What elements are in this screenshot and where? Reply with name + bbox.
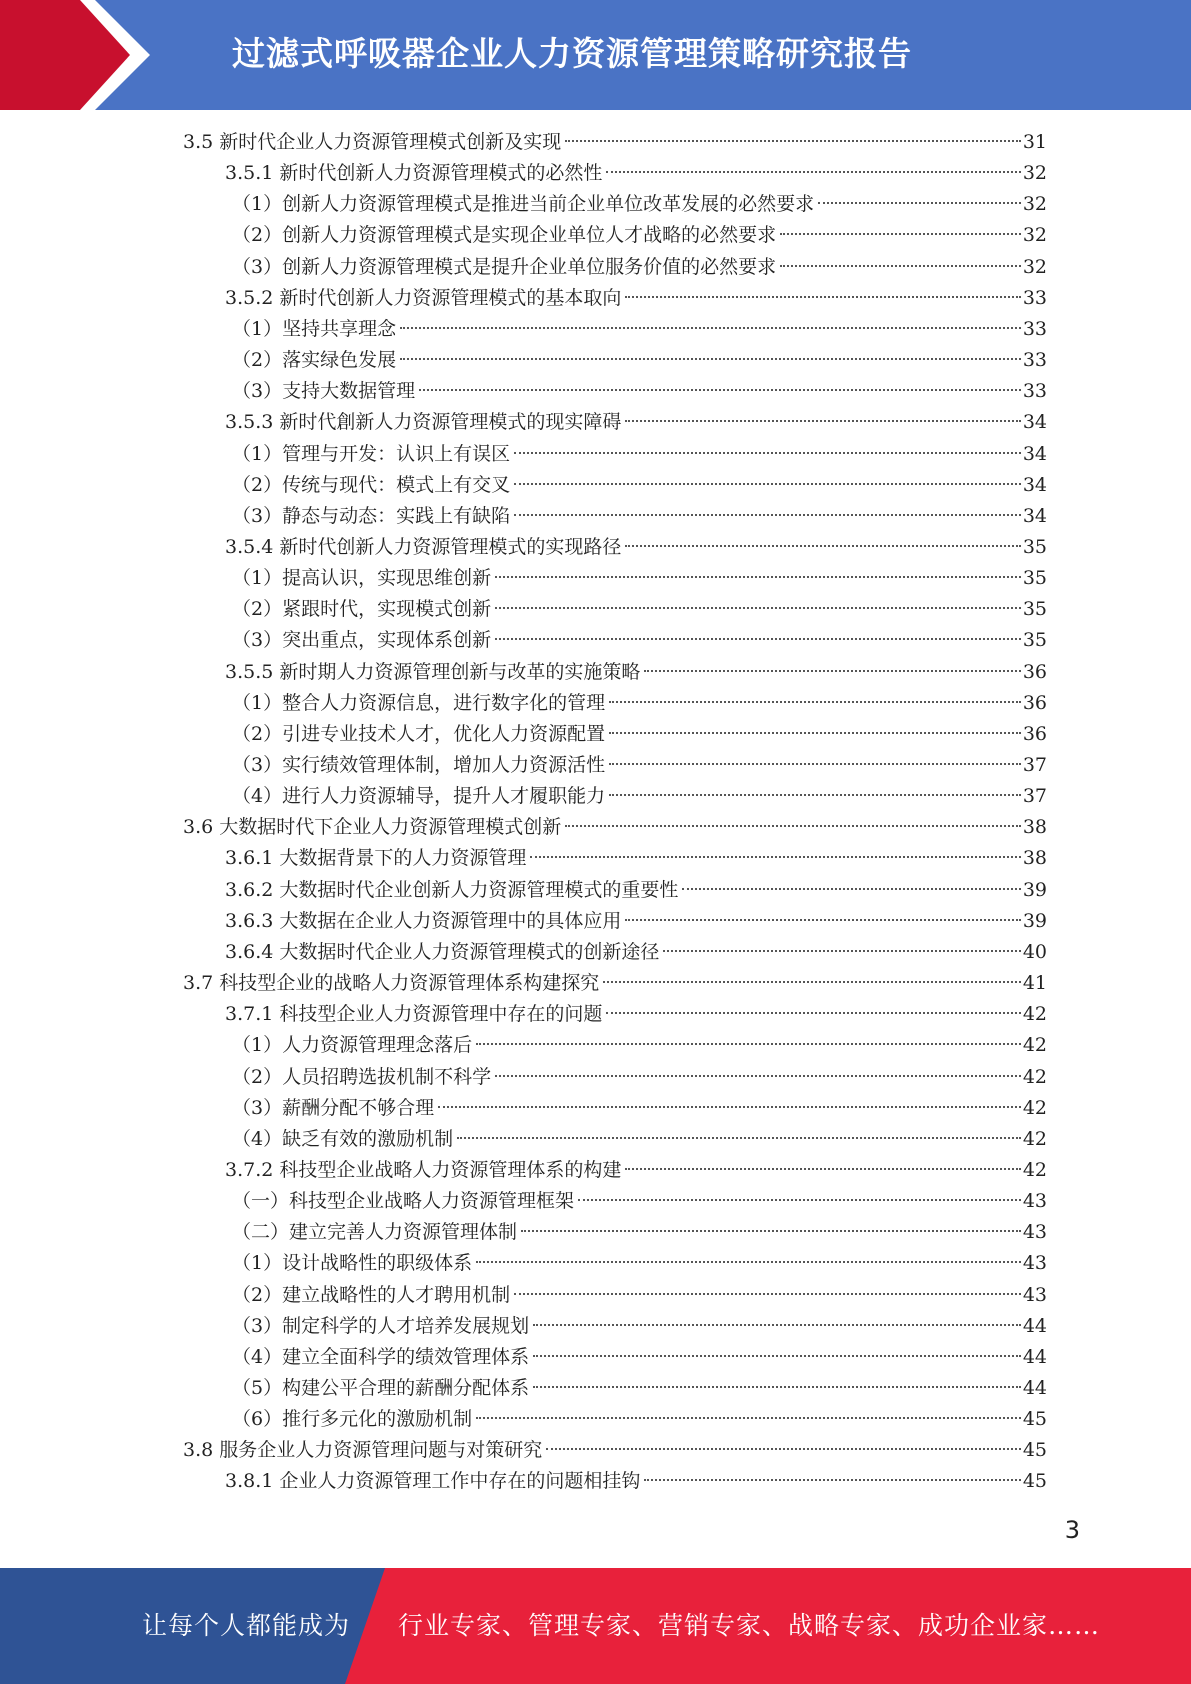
toc-entry[interactable]	[183, 127, 1047, 158]
toc-entry[interactable]	[225, 657, 1047, 688]
toc-entry-label: （4）缺乏有效的激励机制	[232, 1128, 454, 1150]
toc-entry-page: 35	[1022, 536, 1047, 558]
toc-dot-leader	[606, 170, 1020, 173]
toc-dot-leader	[603, 980, 1021, 983]
toc-entry-page: 45	[1022, 1439, 1047, 1461]
toc-entry-label: （4）进行人力资源辅导，提升人才履职能力	[232, 785, 606, 807]
toc-entry-page: 34	[1022, 411, 1047, 433]
toc-entry-label: （二）建立完善人力资源管理体制	[232, 1221, 518, 1243]
toc-entry-page: 34	[1022, 474, 1047, 496]
toc-entry-label: （5）构建公平合理的薪酬分配体系	[232, 1377, 530, 1399]
toc-entry-label: 3.7.2 科技型企业战略人力资源管理体系的构建	[225, 1159, 622, 1181]
toc-dot-leader	[780, 264, 1021, 267]
toc-dot-leader	[625, 295, 1020, 298]
toc-entry[interactable]	[232, 314, 1047, 345]
toc-entry[interactable]	[232, 1373, 1047, 1404]
toc-entry-label: 3.5.1 新时代创新人力资源管理模式的必然性	[225, 162, 603, 184]
toc-dot-leader	[476, 1042, 1021, 1045]
toc-entry-label: 3.6 大数据时代下企业人力资源管理模式创新	[183, 816, 562, 838]
toc-entry-page: 44	[1022, 1346, 1047, 1368]
toc-entry[interactable]	[232, 220, 1047, 251]
toc-entry[interactable]	[232, 1342, 1047, 1373]
toc-dot-leader	[400, 357, 1021, 360]
toc-dot-leader	[400, 326, 1021, 329]
toc-entry-label: 3.7 科技型企业的战略人力资源管理体系构建探究	[183, 972, 600, 994]
toc-entry-page: 42	[1022, 1097, 1047, 1119]
toc-entry[interactable]	[232, 345, 1047, 376]
report-title: 过滤式呼吸器企业人力资源管理策略研究报告	[232, 34, 912, 73]
toc-entry-page: 31	[1022, 131, 1047, 153]
toc-dot-leader	[514, 451, 1021, 454]
toc-entry-label: （2）建立战略性的人才聘用机制	[232, 1284, 511, 1306]
toc-dot-leader	[514, 513, 1021, 516]
toc-entry-page: 43	[1022, 1284, 1047, 1306]
toc-entry-label: 3.6.4 大数据时代企业人力资源管理模式的创新途径	[225, 941, 660, 963]
toc-entry-page: 33	[1022, 349, 1047, 371]
toc-dot-leader	[625, 419, 1020, 422]
toc-dot-leader	[495, 637, 1021, 640]
header-arrow-decoration	[0, 0, 160, 110]
toc-entry[interactable]	[232, 1093, 1047, 1124]
toc-entry[interactable]	[232, 1186, 1047, 1217]
toc-entry-page: 32	[1022, 256, 1047, 278]
toc-entry[interactable]	[232, 1217, 1047, 1248]
footer-banner	[0, 1568, 1191, 1684]
toc-dot-leader	[438, 1105, 1021, 1108]
toc-entry[interactable]	[232, 470, 1047, 501]
toc-entry-label: 3.5.3 新时代創新人力资源管理模式的现实障碍	[225, 411, 622, 433]
toc-entry-page: 37	[1022, 754, 1047, 776]
toc-entry[interactable]	[232, 750, 1047, 781]
toc-entry-label: 3.6.2 大数据时代企业创新人力资源管理模式的重要性	[225, 879, 679, 901]
toc-entry-label: （3）支持大数据管理	[232, 380, 416, 402]
toc-dot-leader	[476, 1416, 1021, 1419]
toc-entry-page: 36	[1022, 661, 1047, 683]
toc-dot-leader	[565, 824, 1021, 827]
toc-entry-page: 36	[1022, 723, 1047, 745]
toc-dot-leader	[609, 700, 1021, 703]
toc-entry[interactable]	[232, 688, 1047, 719]
toc-entry-label: （2）创新人力资源管理模式是实现企业单位人才战略的必然要求	[232, 224, 777, 246]
footer-slogan-right: 行业专家、管理专家、营销专家、战略专家、成功企业家……	[398, 1611, 1101, 1640]
toc-dot-leader	[521, 1229, 1021, 1232]
toc-entry-label: （1）设计战略性的职级体系	[232, 1252, 473, 1274]
toc-entry[interactable]	[232, 501, 1047, 532]
toc-dot-leader	[546, 1447, 1021, 1450]
toc-entry-label: 3.5.5 新时期人力资源管理创新与改革的实施策略	[225, 661, 641, 683]
toc-dot-leader	[457, 1136, 1021, 1139]
toc-entry[interactable]	[232, 376, 1047, 407]
toc-entry-label: 3.8 服务企业人力资源管理问题与对策研究	[183, 1439, 543, 1461]
toc-entry-page: 43	[1022, 1221, 1047, 1243]
toc-entry-label: （2）传统与现代：模式上有交叉	[232, 474, 511, 496]
toc-entry-label: （一）科技型企业战略人力资源管理框架	[232, 1190, 575, 1212]
toc-entry[interactable]	[183, 812, 1047, 843]
toc-entry-page: 45	[1022, 1470, 1047, 1492]
toc-entry-label: 3.6.3 大数据在企业人力资源管理中的具体应用	[225, 910, 622, 932]
toc-dot-leader	[609, 731, 1021, 734]
toc-entry-page: 42	[1022, 1159, 1047, 1181]
toc-entry-label: （2）紧跟时代，实现模式创新	[232, 598, 492, 620]
toc-entry[interactable]	[232, 563, 1047, 594]
toc-dot-leader	[514, 482, 1021, 485]
toc-entry[interactable]	[232, 1248, 1047, 1279]
toc-entry-label: （3）薪酬分配不够合理	[232, 1097, 435, 1119]
toc-dot-leader	[495, 606, 1021, 609]
toc-dot-leader	[514, 1292, 1021, 1295]
toc-entry-label: （1）坚持共享理念	[232, 318, 397, 340]
toc-dot-leader	[609, 762, 1021, 765]
toc-entry[interactable]	[183, 1435, 1047, 1466]
report-header	[0, 0, 1191, 110]
toc-entry-page: 42	[1022, 1003, 1047, 1025]
toc-entry-page: 33	[1022, 287, 1047, 309]
toc-entry[interactable]	[225, 999, 1047, 1030]
toc-entry-label: （3）创新人力资源管理模式是提升企业单位服务价值的必然要求	[232, 256, 777, 278]
toc-entry[interactable]	[232, 594, 1047, 625]
toc-dot-leader	[644, 669, 1020, 672]
toc-entry-page: 43	[1022, 1190, 1047, 1212]
toc-entry-page: 33	[1022, 380, 1047, 402]
toc-entry-page: 36	[1022, 692, 1047, 714]
toc-dot-leader	[625, 918, 1020, 921]
toc-entry[interactable]	[232, 1404, 1047, 1435]
toc-entry-page: 37	[1022, 785, 1047, 807]
toc-entry-label: （2）人员招聘选拔机制不科学	[232, 1066, 492, 1088]
toc-dot-leader	[625, 544, 1020, 547]
toc-entry-label: （3）静态与动态：实践上有缺陷	[232, 505, 511, 527]
toc-entry-page: 38	[1022, 816, 1047, 838]
toc-entry-page: 42	[1022, 1128, 1047, 1150]
toc-entry-page: 43	[1022, 1252, 1047, 1274]
toc-entry-page: 35	[1022, 567, 1047, 589]
page-number: 3	[1064, 1516, 1080, 1544]
toc-dot-leader	[495, 1074, 1021, 1077]
toc-dot-leader	[625, 1167, 1020, 1170]
toc-dot-leader	[533, 1323, 1021, 1326]
toc-entry-page: 44	[1022, 1315, 1047, 1337]
toc-entry[interactable]	[232, 625, 1047, 656]
toc-entry-label: （4）建立全面科学的绩效管理体系	[232, 1346, 530, 1368]
toc-entry-page: 35	[1022, 598, 1047, 620]
toc-dot-leader	[780, 232, 1021, 235]
toc-entry[interactable]	[232, 719, 1047, 750]
toc-entry-label: 3.8.1 企业人力资源管理工作中存在的问题相挂钩	[225, 1470, 641, 1492]
toc-dot-leader	[578, 1198, 1021, 1201]
toc-entry[interactable]	[232, 781, 1047, 812]
toc-dot-leader	[495, 575, 1021, 578]
toc-entry-label: （3）突出重点，实现体系创新	[232, 629, 492, 651]
toc-entry-label: （2）落实绿色发展	[232, 349, 397, 371]
toc-entry-page: 42	[1022, 1066, 1047, 1088]
toc-entry[interactable]	[232, 1280, 1047, 1311]
toc-entry-label: 3.7.1 科技型企业人力资源管理中存在的问题	[225, 1003, 603, 1025]
toc-entry-page: 32	[1022, 193, 1047, 215]
toc-entry-page: 40	[1022, 941, 1047, 963]
toc-dot-leader	[419, 388, 1021, 391]
toc-dot-leader	[609, 793, 1021, 796]
toc-dot-leader	[644, 1478, 1020, 1481]
toc-dot-leader	[533, 1354, 1021, 1357]
toc-dot-leader	[606, 1011, 1020, 1014]
toc-entry[interactable]	[232, 1311, 1047, 1342]
toc-dot-leader	[682, 887, 1020, 890]
toc-entry[interactable]	[225, 532, 1047, 563]
toc-entry[interactable]	[225, 407, 1047, 438]
toc-entry-page: 39	[1022, 879, 1047, 901]
toc-entry[interactable]	[225, 158, 1047, 189]
toc-dot-leader	[663, 949, 1020, 952]
toc-entry-page: 33	[1022, 318, 1047, 340]
toc-entry[interactable]	[225, 1155, 1047, 1186]
toc-entry-page: 39	[1022, 910, 1047, 932]
toc-entry-label: （1）人力资源管理理念落后	[232, 1034, 473, 1056]
toc-entry[interactable]	[225, 843, 1047, 874]
toc-entry-page: 34	[1022, 505, 1047, 527]
toc-entry[interactable]	[232, 439, 1047, 470]
toc-entry[interactable]	[225, 875, 1047, 906]
toc-entry[interactable]	[183, 968, 1047, 999]
toc-entry[interactable]	[225, 906, 1047, 937]
toc-entry-label: （6）推行多元化的激励机制	[232, 1408, 473, 1430]
toc-dot-leader	[530, 855, 1020, 858]
toc-entry-label: （1）创新人力资源管理模式是推进当前企业单位改革发展的必然要求	[232, 193, 815, 215]
toc-dot-leader	[565, 139, 1021, 142]
toc-entry-page: 41	[1022, 972, 1047, 994]
toc-entry-page: 35	[1022, 629, 1047, 651]
toc-entry-label: （1）整合人力资源信息，进行数字化的管理	[232, 692, 606, 714]
toc-entry-label: （3）制定科学的人才培养发展规划	[232, 1315, 530, 1337]
toc-entry-label: （1）提高认识，实现思维创新	[232, 567, 492, 589]
toc-entry-label: （1）管理与开发：认识上有误区	[232, 443, 511, 465]
toc-entry[interactable]	[232, 1124, 1047, 1155]
toc-entry-label: （3）实行绩效管理体制，增加人力资源活性	[232, 754, 606, 776]
toc-entry-label: 3.6.1 大数据背景下的人力资源管理	[225, 847, 527, 869]
toc-dot-leader	[818, 201, 1021, 204]
toc-entry-page: 42	[1022, 1034, 1047, 1056]
toc-entry[interactable]	[232, 252, 1047, 283]
footer-slogan-left: 让每个人都能成为	[142, 1611, 351, 1640]
toc-entry-page: 45	[1022, 1408, 1047, 1430]
toc-entry-page: 34	[1022, 443, 1047, 465]
toc-entry[interactable]	[232, 1062, 1047, 1093]
toc-entry-page: 32	[1022, 162, 1047, 184]
toc-entry[interactable]	[225, 283, 1047, 314]
toc-entry[interactable]	[225, 937, 1047, 968]
toc-dot-leader	[476, 1260, 1021, 1263]
toc-entry[interactable]	[225, 1466, 1047, 1497]
toc-entry-label: 3.5.4 新时代创新人力资源管理模式的实现路径	[225, 536, 622, 558]
toc-entry-label: 3.5 新时代企业人力资源管理模式创新及实现	[183, 131, 562, 153]
toc-entry[interactable]	[232, 189, 1047, 220]
toc-entry-page: 38	[1022, 847, 1047, 869]
toc-entry[interactable]	[232, 1030, 1047, 1061]
toc-dot-leader	[533, 1385, 1021, 1388]
toc-entry-label: （2）引进专业技术人才，优化人力资源配置	[232, 723, 606, 745]
toc-entry-page: 44	[1022, 1377, 1047, 1399]
toc-entry-label: 3.5.2 新时代创新人力资源管理模式的基本取向	[225, 287, 622, 309]
toc-entry-page: 32	[1022, 224, 1047, 246]
